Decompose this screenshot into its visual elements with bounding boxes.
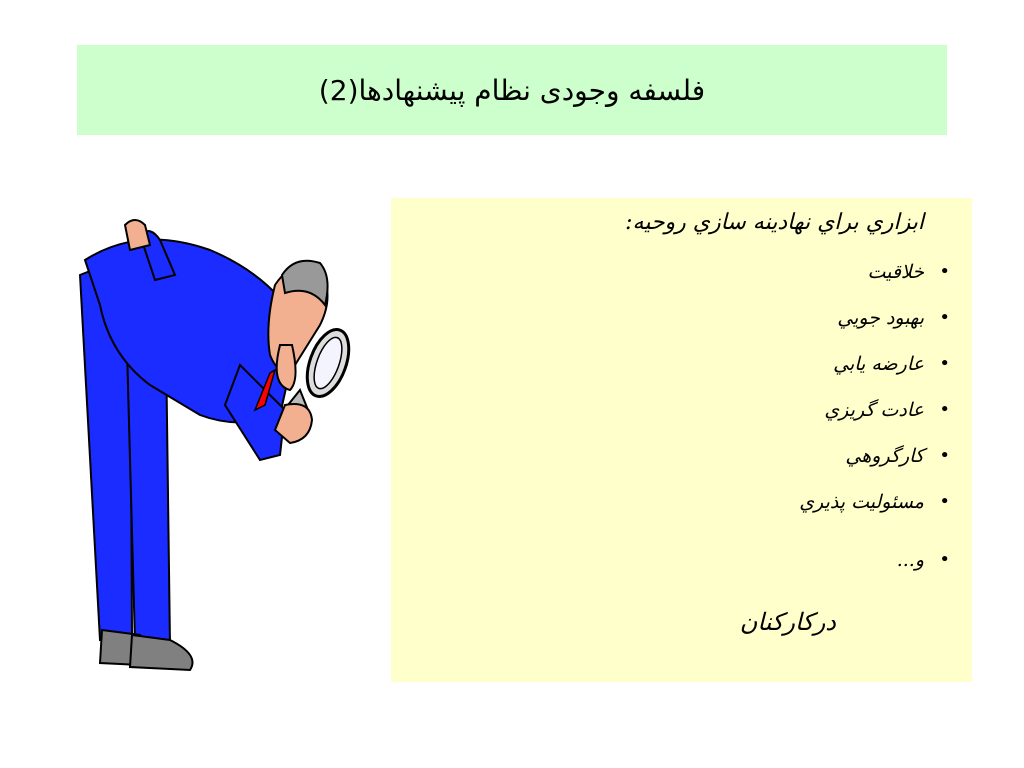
list-item: • بهبود جويي [422, 304, 962, 350]
footer-text: دركاركنان [739, 608, 836, 636]
title-banner [77, 45, 947, 135]
bullet-icon: • [939, 353, 950, 374]
list-item: • عادت گريزي [422, 396, 962, 442]
bullet-icon: • [939, 307, 950, 328]
man-with-magnifying-glass-icon [70, 215, 370, 685]
list-item: • مسئوليت پذيري [422, 488, 962, 534]
bullet-list [422, 258, 962, 592]
bullet-icon: • [939, 261, 950, 282]
list-item: • و... [422, 546, 962, 592]
bullet-icon: • [939, 445, 950, 466]
content-heading: ابزاري براي نهادينه سازي روحيه: [625, 210, 924, 235]
bullet-icon: • [939, 399, 950, 420]
list-item: • خلاقيت [422, 258, 962, 304]
slide-title: فلسفه وجودی نظام پیشنهادها(2) [318, 73, 706, 107]
list-item: • كارگروهي [422, 442, 962, 488]
content-box [391, 198, 972, 682]
list-item: • عارضه يابي [422, 350, 962, 396]
bullet-icon: • [939, 491, 950, 512]
bullet-icon: • [939, 549, 950, 570]
